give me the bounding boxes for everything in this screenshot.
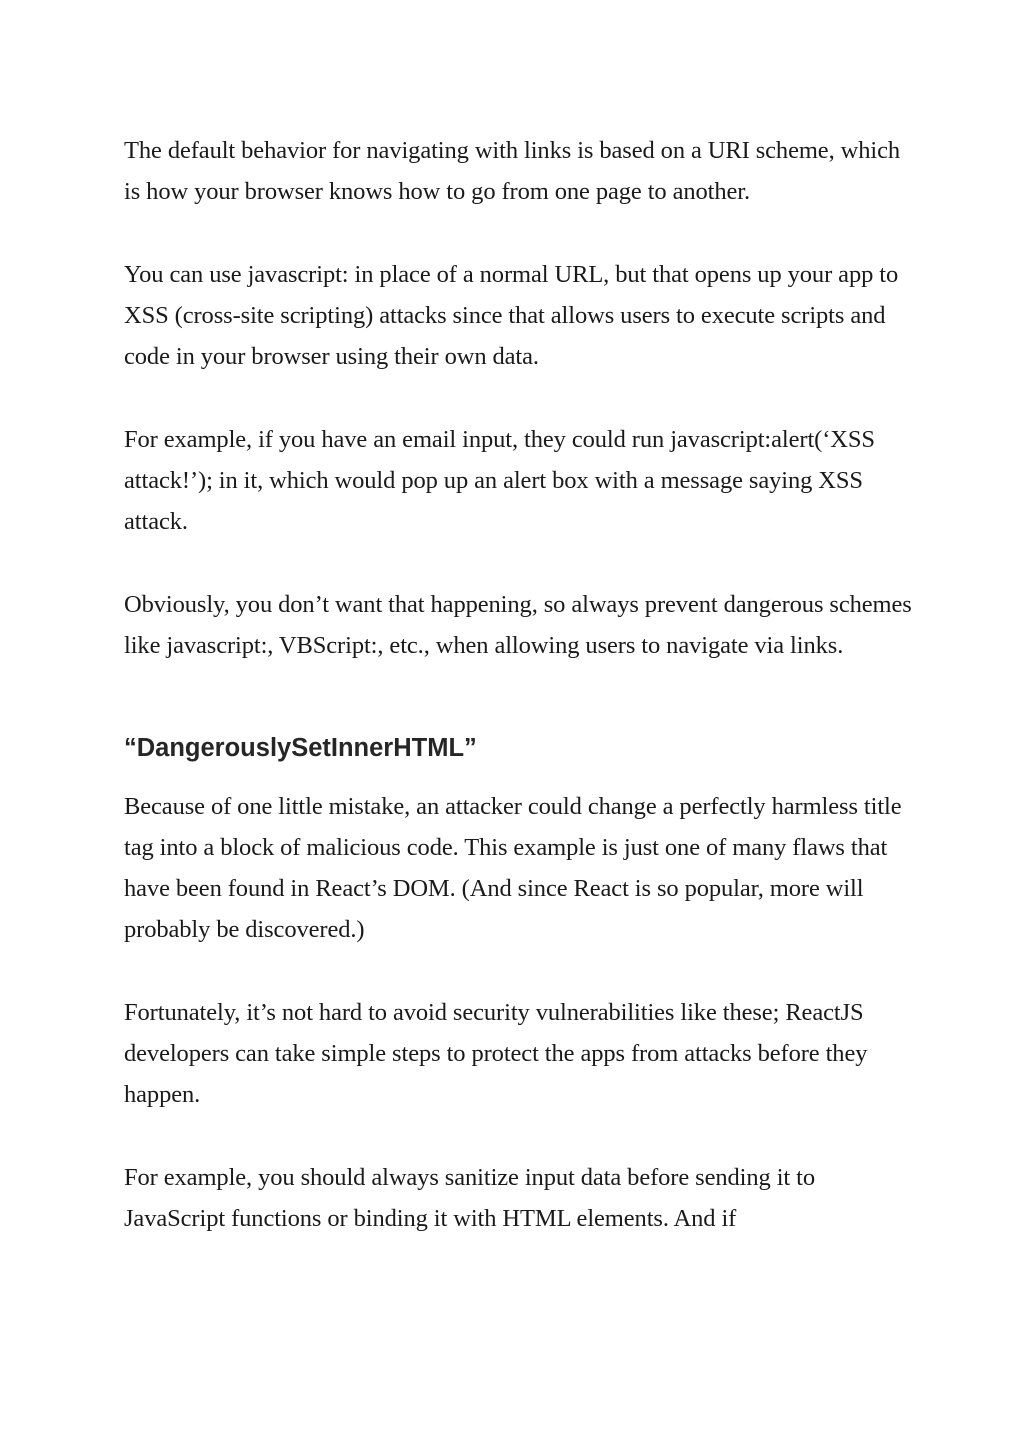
section-heading: “DangerouslySetInnerHTML” bbox=[124, 733, 477, 762]
paragraph-attacker-mistake: Because of one little mistake, an attacker could change a perfectly harmless title tag into a block of malicious code. This example is just one of many flaws that have been found in React’s DOM. (And since React is so popular, more will probably be discovered.) bbox=[124, 792, 902, 944]
paragraph-sanitize-input: For example, you should always sanitize input data before sending it to JavaScript functions or binding it with HTML elements. And if bbox=[124, 1163, 815, 1233]
paragraph-javascript-url: You can use javascript: in place of a normal URL, but that opens up your app to XSS (cross-site scripting) attacks since that allows users to execute scripts and code in your browser using their own data. bbox=[124, 260, 899, 371]
paragraph-prevent-schemes: Obviously, you don’t want that happening, so always prevent dangerous schemes like javascript:, VBScript:, etc., when allowing users to navigate via links. bbox=[124, 591, 912, 660]
paragraph-avoid-vulnerabilities: Fortunately, it’s not hard to avoid security vulnerabilities like these; ReactJS developers can take simple steps to protect the apps from attacks before they happen. bbox=[124, 998, 868, 1109]
paragraph-email-example: For example, if you have an email input, they could run javascript:alert(‘XSS attack!’); in it, which would pop up an alert box with a message saying XSS attack. bbox=[124, 426, 875, 536]
article-body bbox=[124, 130, 914, 1281]
paragraph-uri-scheme: The default behavior for navigating with links is based on a URI scheme, which is how your browser knows how to go from one page to another. bbox=[124, 137, 900, 206]
